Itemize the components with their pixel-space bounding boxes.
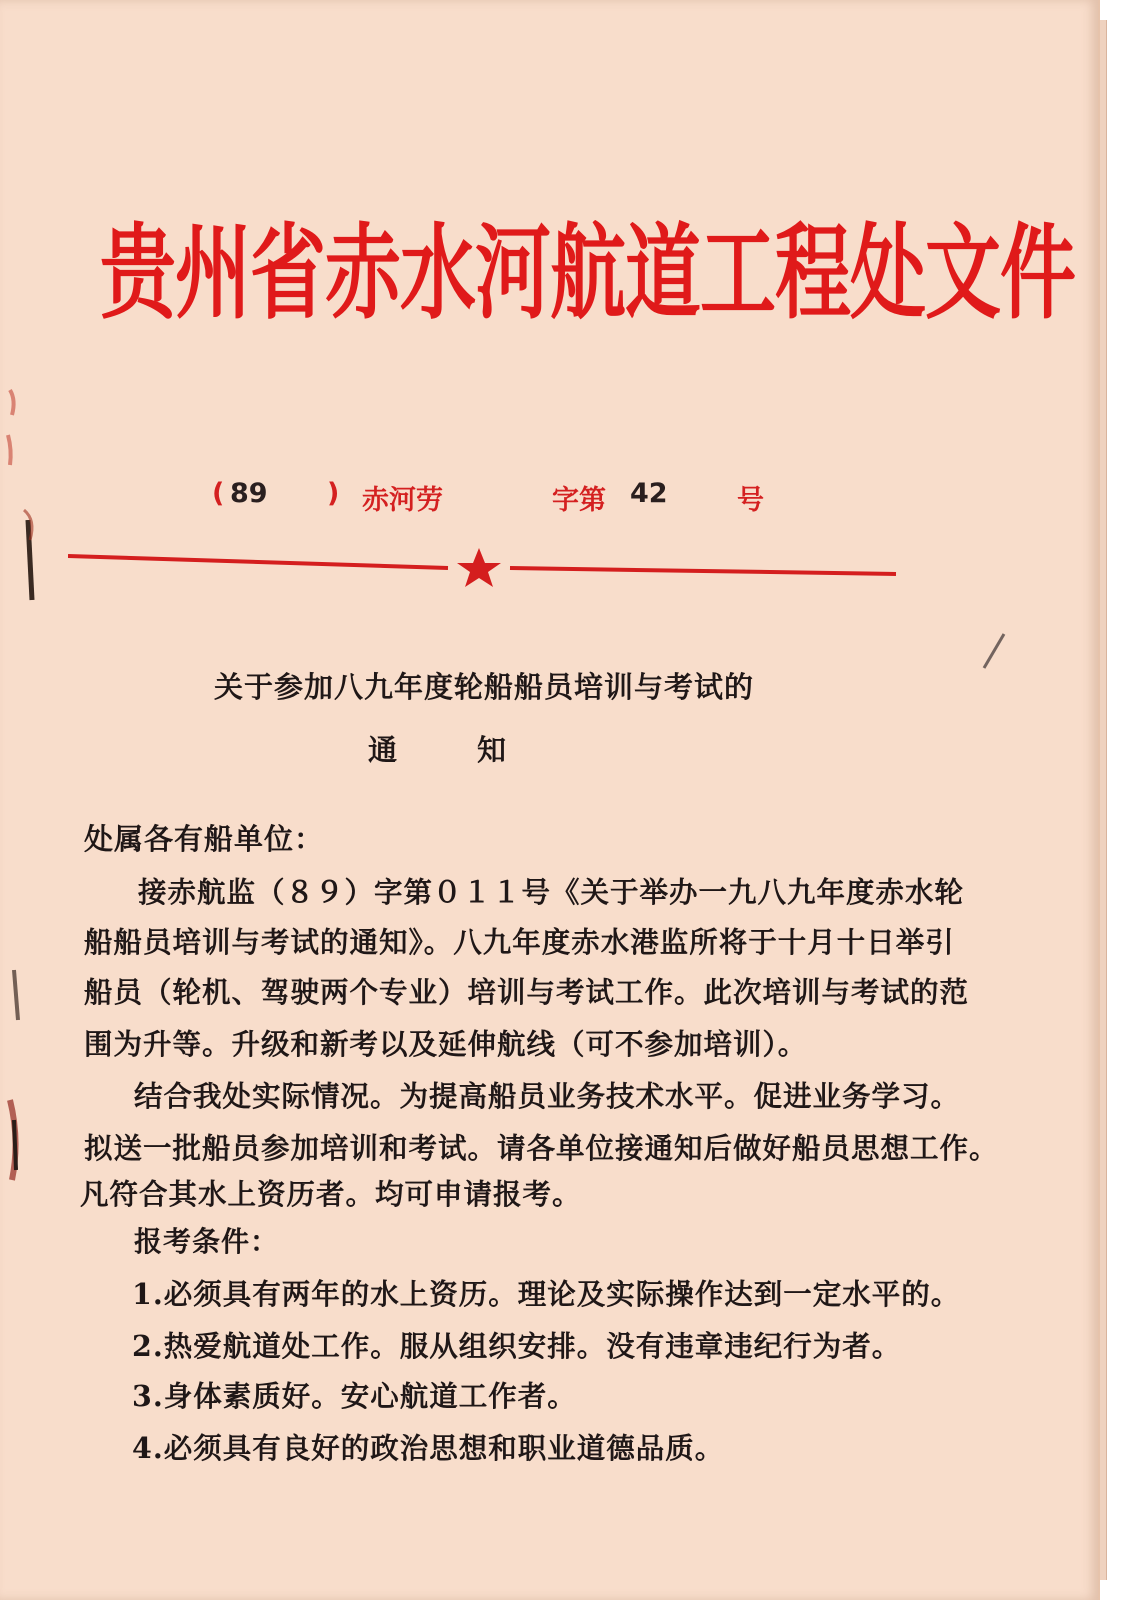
- subject-line-2: 通知: [368, 733, 587, 767]
- star-icon: [457, 548, 501, 587]
- condition-item: 4.必须具有良好的政治思想和职业道德品质。: [132, 1431, 725, 1465]
- doc-number-close-paren: ): [327, 478, 340, 509]
- condition-item: 2.热爱航道处工作。服从组织安排。没有违章违纪行为者。: [132, 1329, 902, 1363]
- body-line: 船船员培训与考试的通知》。八九年度赤水港监所将于十月十日举引: [84, 925, 955, 959]
- doc-number-zi: 字第: [552, 485, 606, 516]
- body-line: 凡符合其水上资历者。均可申请报考。: [80, 1177, 582, 1211]
- document-header-title: 贵州省赤水河航道工程处文件: [100, 212, 1075, 333]
- doc-number-open-paren: (: [212, 478, 225, 509]
- ink-mark: [978, 632, 1008, 672]
- subject-line-1: 关于参加八九年度轮船船员培训与考试的: [214, 670, 755, 704]
- addressee: 处属各有船单位：: [84, 822, 325, 856]
- body-line: 拟送一批船员参加培训和考试。请各单位接通知后做好船员思想工作。: [84, 1131, 999, 1165]
- body-line: 接赤航监（８９）字第０１１号《关于举办一九八九年度赤水轮: [138, 875, 965, 909]
- conditions-heading: 报考条件：: [134, 1225, 280, 1258]
- doc-number-value: 42: [630, 478, 668, 509]
- body-line: 结合我处实际情况。为提高船员业务技术水平。促进业务学习。: [134, 1079, 961, 1113]
- red-divider-with-star: [68, 548, 898, 588]
- doc-number-org: 赤河劳: [362, 485, 443, 516]
- doc-number-hao: 号: [737, 485, 764, 516]
- body-line: 围为升等。升级和新考以及延伸航线（可不参加培训）。: [84, 1027, 808, 1061]
- doc-number-year: 89: [230, 478, 268, 509]
- condition-item: 3.身体素质好。安心航道工作者。: [132, 1379, 577, 1413]
- binding-holes: [0, 380, 48, 1280]
- condition-item: 1.必须具有两年的水上资历。理论及实际操作达到一定水平的。: [132, 1277, 961, 1311]
- body-line: 船员（轮机、驾驶两个专业）培训与考试工作。此次培训与考试的范: [84, 975, 970, 1009]
